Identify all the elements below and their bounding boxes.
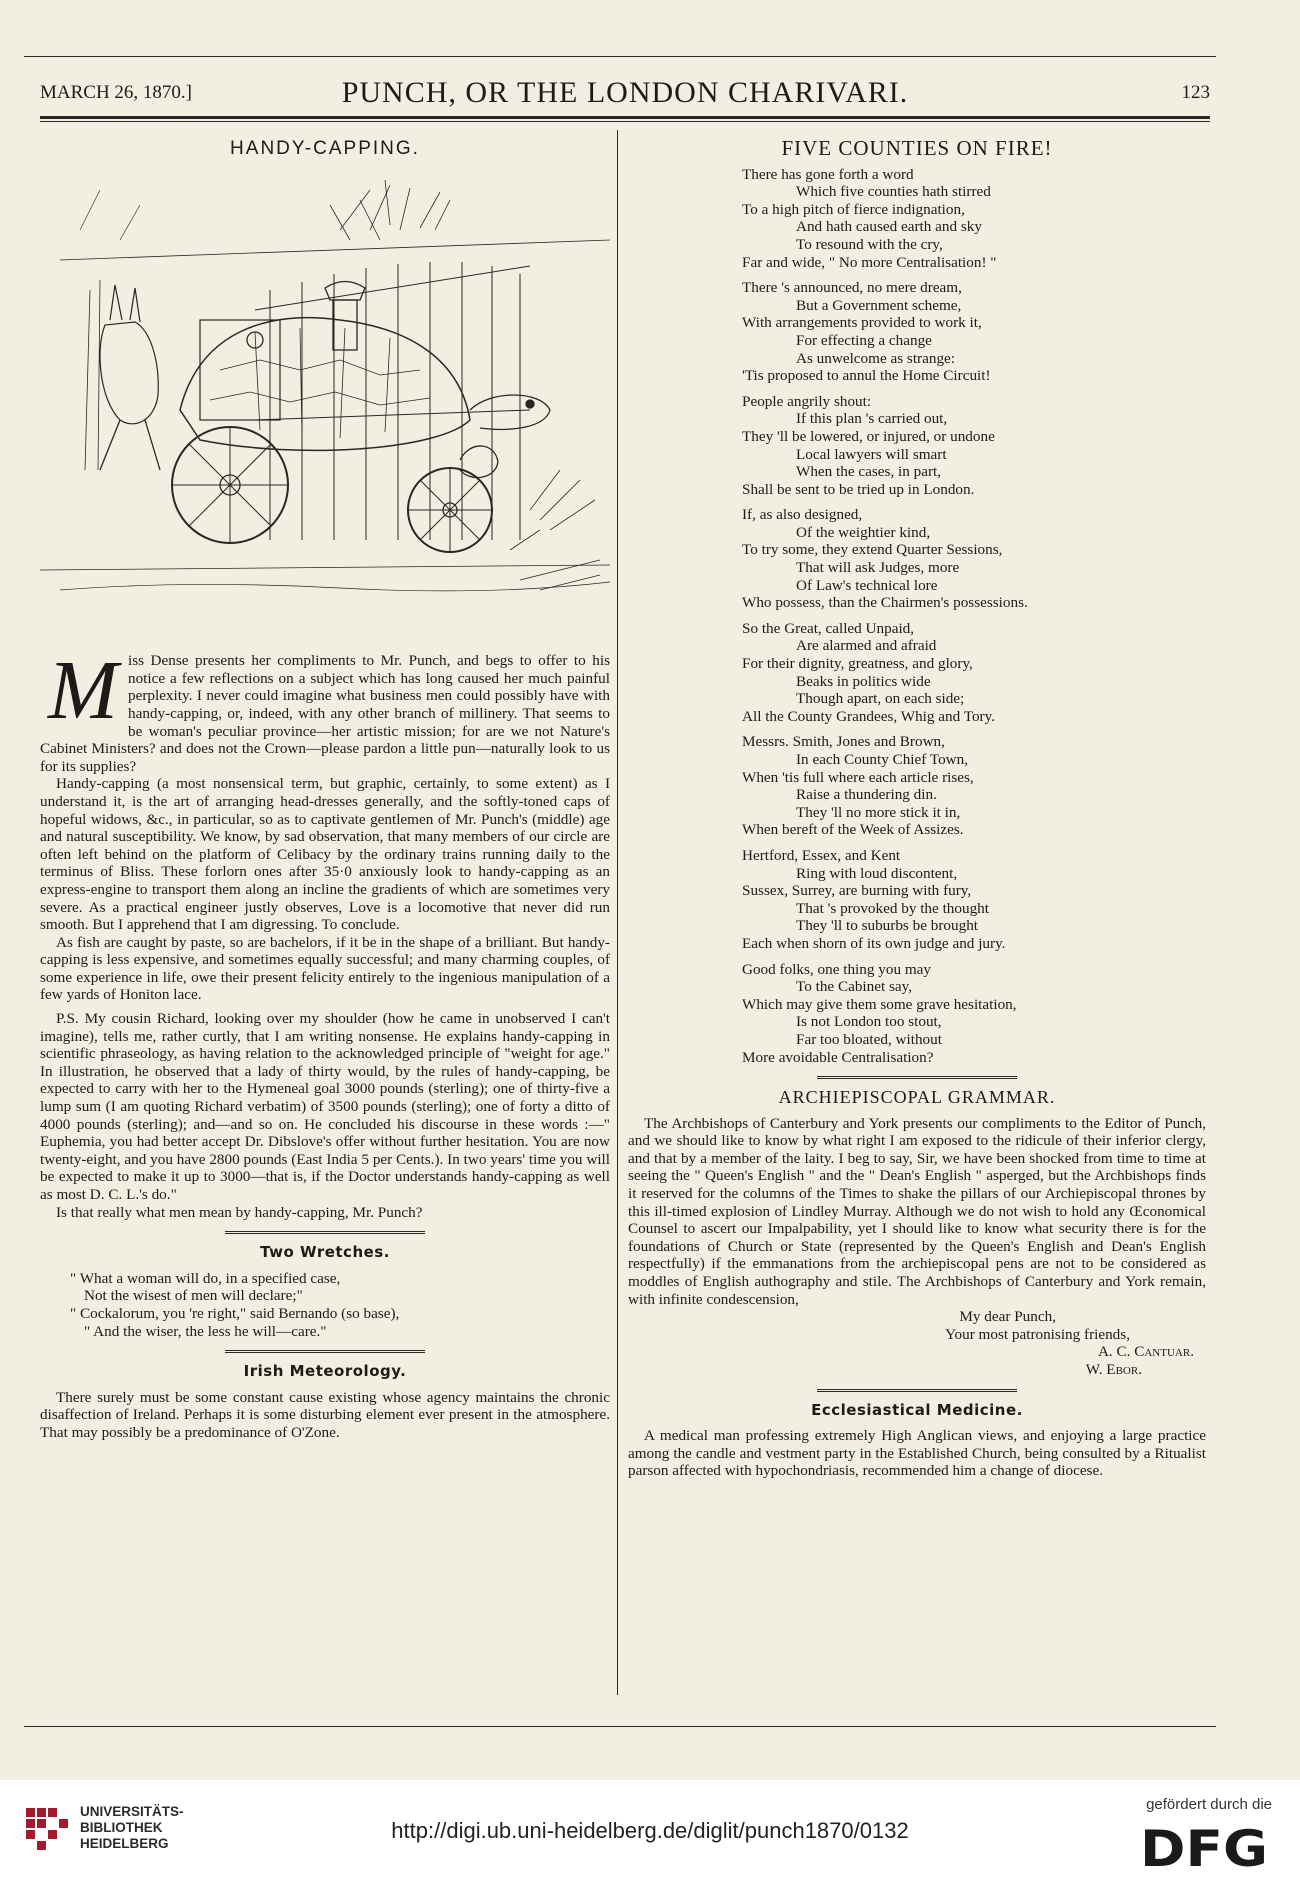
poem-line: Shall be sent to be tried up in London. — [742, 480, 975, 498]
poem-line: To resound with the cry, — [796, 235, 943, 253]
five-counties-poem — [628, 166, 1206, 1067]
section-divider — [225, 1231, 425, 1234]
poem-line: But a Government scheme, — [796, 296, 962, 314]
poem-stanza — [742, 166, 1206, 272]
poem-line: For effecting a change — [796, 331, 932, 349]
tortoise-locomotive-illustration — [40, 170, 610, 640]
right-column — [628, 136, 1206, 1480]
poem-line: Raise a thundering din. — [796, 786, 937, 804]
poem-stanza — [742, 733, 1206, 839]
poem-line: With arrangements provided to work it, — [742, 314, 982, 332]
verse-line: Not the wisest of men will declare;" — [84, 1287, 303, 1305]
poem-line: Each when shorn of its own judge and jury. — [742, 934, 1006, 952]
top-rule — [24, 56, 1216, 57]
archiepiscopal-text: The Archbishops of Canterbury and York presents our compliments to the Editor of Punch, and we should like to know by what right I am exposed to the ridicule of their inferior clergy, and that by a member of the laity. I beg to say, Sir, we have been shocked from time to time at seeing the " Queen's English " and the " Dean's English " asperged, but the Archbishops finds it reserved for the columns of the Times to shake the pillars of our Archiepiscopal thrones by this ill-timed explosion of Lindley Murray. Although we do not wish to hold any Œconomical Counsel to ascert our Impalpability, yet I should like to know what security there is for the foundations of Church or State (represented by the Queen's English and Dean's English respectfully) if the emmanations from the archiepiscopal pens are not to be considered as moddles of English authography and stile. The Archbishops of Canterbury and York remain, with infinite condescension, — [628, 1114, 1206, 1308]
letter-closing: Your most patronising friends, — [945, 1325, 1130, 1343]
signature-ebor: W. Ebor. — [1085, 1361, 1142, 1378]
poem-line: To a high pitch of fierce indignation, — [742, 200, 965, 218]
handy-capping-closing: Is that really what men mean by handy-capping, Mr. Punch? — [56, 1203, 423, 1221]
handy-capping-paragraph-3: As fish are caught by paste, so are bachelors, if it be in the shape of a brilliant. But handy-capping is less expensive, and sometimes equally successful; and many charming couples, of some experience in life, owe their present felicity entirely to the ingenious manipulation of a few yards of Honiton lace. — [40, 933, 610, 1004]
poem-line: Sussex, Surrey, are burning with fury, — [742, 882, 972, 900]
two-wretches-title: Two Wretches. — [260, 1243, 390, 1262]
poem-line: As unwelcome as strange: — [796, 349, 956, 367]
library-name-line: UNIVERSITÄTS- — [80, 1804, 184, 1819]
poem-line: There has gone forth a word — [742, 165, 914, 183]
poem-stanza — [742, 506, 1206, 612]
left-column — [40, 140, 610, 1442]
poem-line: Ring with loud discontent, — [796, 864, 958, 882]
poem-line: So the Great, called Unpaid, — [742, 619, 915, 637]
poem-line: Hertford, Essex, and Kent — [742, 846, 901, 864]
poem-line: Far and wide, " No more Centralisation! " — [742, 253, 997, 271]
poem-line: For their dignity, greatness, and glory, — [742, 655, 973, 673]
poem-line: Far too bloated, without — [796, 1030, 942, 1048]
poem-line: People angrily shout: — [742, 392, 872, 410]
poem-line: When 'tis full where each article rises, — [742, 768, 974, 786]
page-number: 123 — [1181, 82, 1210, 103]
letter-salutation: My dear Punch, — [959, 1308, 1056, 1326]
poem-line: If, as also designed, — [742, 506, 863, 524]
section-divider — [817, 1389, 1017, 1392]
section-divider — [225, 1350, 425, 1353]
poem-stanza — [742, 620, 1206, 726]
poem-line: There 's announced, no mere dream, — [742, 279, 962, 297]
library-name-line: HEIDELBERG — [80, 1836, 169, 1851]
poem-line: In each County Chief Town, — [796, 751, 969, 768]
poem-stanza — [742, 393, 1206, 499]
poem-line: Which five counties hath stirred — [796, 183, 991, 201]
poem-line: Beaks in politics wide — [796, 672, 931, 690]
ecclesiastical-title: Ecclesiastical Medicine. — [811, 1400, 1023, 1419]
poem-line: All the County Grandees, Whig and Tory. — [742, 707, 996, 725]
dfg-logo — [1140, 1824, 1270, 1870]
masthead — [40, 76, 1210, 110]
handy-capping-postscript: P.S. My cousin Richard, looking over my shoulder (how he came in unobserved I can't imagine), tells me, rather curtly, that I am writing nonsense. He explains handy-capping in scientific phraseology, as having relation to the acknowledged principle of "weight for age." In illustration, he observed that a lady of thirty would, by the rules of handy-capping, be expected to carry with her to the Hymeneal goal 3000 pounds (sterling); one of thirty-five a lump sum (I am quoting Richard verbatim) of 3500 pounds (sterling); one of forty a ditto of 4000 pounds (sterling); and—and so on. He concluded his discourse in these words :—" Euphemia, you had better accept Dr. Dibslove's offer without further hesitation. You are now twenty-eight, and you have 2800 pounds (East India 5 per Cents.). In two years' time you will be expected to make it up to 3000—that is, if the Doctor understands handy-capping as well as most D. C. L.'s do." — [40, 1010, 610, 1203]
poem-line: They 'll no more stick it in, — [796, 803, 961, 821]
source-url-link[interactable]: http://digi.ub.uni-heidelberg.de/diglit/punch1870/0132 — [391, 1818, 909, 1843]
poem-line: To the Cabinet say, — [796, 978, 913, 996]
digitization-footer — [0, 1780, 1300, 1880]
poem-line: Local lawyers will smart — [796, 445, 947, 463]
column-divider — [617, 130, 618, 1695]
poem-line: Of the weightier kind, — [796, 523, 931, 541]
poem-line: To try some, they extend Quarter Sessions, — [742, 541, 1003, 559]
poem-stanza — [742, 847, 1206, 953]
poem-line: When bereft of the Week of Assizes. — [742, 821, 964, 839]
irish-meteorology-title: Irish Meteorology. — [243, 1362, 407, 1381]
dfg-logo-text: DFG — [1140, 1824, 1268, 1870]
poem-line: Is not London too stout, — [796, 1013, 942, 1031]
section-divider — [817, 1076, 1017, 1079]
funding-note: gefördert durch die — [1146, 1796, 1272, 1813]
poem-line: When the cases, in part, — [796, 463, 942, 481]
poem-line: That 's provoked by the thought — [796, 899, 989, 917]
poem-line: Good folks, one thing you may — [742, 960, 931, 978]
poem-line: Though apart, on each side; — [796, 690, 965, 708]
verse-line: " What a woman will do, in a specified case, — [70, 1269, 341, 1287]
poem-line: They 'll to suburbs be brought — [796, 917, 979, 935]
poem-line: That will ask Judges, more — [796, 559, 960, 577]
issue-date: MARCH 26, 1870.] — [40, 82, 193, 103]
handy-capping-paragraph-2: Handy-capping (a most nonsensical term, but graphic, certainly, to some extent) as I understand it, is the art of arranging head-dresses generally, and the softly-toned caps of hopeful widows, &c., in particular, so as to captivate gentlemen of Mr. Punch's (middle) age and natural susceptibility. We know, by sad observation, that many members of our circle are often left behind on the platform of Celibacy by the ordinary trains running daily to the terminus of Bliss. These forlorn ones after 35·0 anxiously look to handy-capping as an express-engine to transport them along an incline the gradients of which are sometimes very severe. As a practical engineer justly observes, Love is a locomotive that never did run smooth. But I apprehend that I am digressing. To conclude. — [40, 775, 610, 934]
poem-line: If this plan 's carried out, — [796, 410, 948, 428]
bottom-rule — [24, 1726, 1216, 1727]
poem-line: They 'll be lowered, or injured, or undone — [742, 427, 995, 445]
poem-line: And hath caused earth and sky — [796, 218, 982, 236]
drop-cap: M — [48, 644, 118, 738]
poem-line: Of Law's technical lore — [796, 576, 938, 594]
poem-line: Which may give them some grave hesitation, — [742, 995, 1017, 1013]
handy-capping-title: HANDY-CAPPING. — [230, 138, 420, 159]
handy-capping-paragraph-1: iss Dense presents her compliments to Mr. Punch, and begs to offer to his notice a few reflections on a subject which has long caused her much painful perplexity. I never could imagine what business men could possibly have with handy-capping, or, indeed, with any other branch of millinery. That seems to be woman's peculiar province—her artistic mission; for are we not Nature's Cabinet Ministers? and does not the Crown—please pardon a little pun—naturally look to us for its supplies? — [40, 652, 610, 775]
irish-meteorology-text: There surely must be some constant cause existing whose agency maintains the chronic disaffection of Ireland. Perhaps it is some disturbing element ever present in the atmosphere. That may possibly be a predominance of O'Zone. — [40, 1388, 610, 1441]
poem-stanza — [742, 279, 1206, 385]
poem-line: Messrs. Smith, Jones and Brown, — [742, 733, 945, 751]
poem-line: Who possess, than the Chairmen's possessions. — [742, 594, 1028, 612]
poem-line: More avoidable Centralisation? — [742, 1048, 934, 1066]
verse-line: " And the wiser, the less he will—care." — [84, 1322, 327, 1340]
poem-line: Are alarmed and afraid — [796, 637, 937, 655]
ecclesiastical-text: A medical man professing extremely High Anglican views, and enjoying a large practice among the candle and vestment party in the Established Church, being consulted by a Ritualist parson affected with hypochondriasis, recommended him a change of diocese. — [628, 1427, 1206, 1480]
library-name-line: BIBLIOTHEK — [80, 1820, 163, 1835]
archiepiscopal-title: ARCHIEPISCOPAL GRAMMAR. — [778, 1087, 1056, 1108]
verse-line: " Cockalorum, you 're right," said Bernando (so base), — [70, 1304, 400, 1322]
five-counties-title: FIVE COUNTIES ON FIRE! — [781, 136, 1053, 160]
two-wretches-verse — [40, 1270, 610, 1340]
publication-title: PUNCH, OR THE LONDON CHARIVARI. — [341, 76, 909, 109]
masthead-rule — [40, 116, 1210, 119]
signature-cantuar: A. C. Cantuar. — [1097, 1343, 1194, 1361]
poem-line: 'Tis proposed to annul the Home Circuit! — [742, 367, 991, 385]
poem-stanza — [742, 961, 1206, 1067]
masthead-rule-thin — [40, 121, 1210, 122]
